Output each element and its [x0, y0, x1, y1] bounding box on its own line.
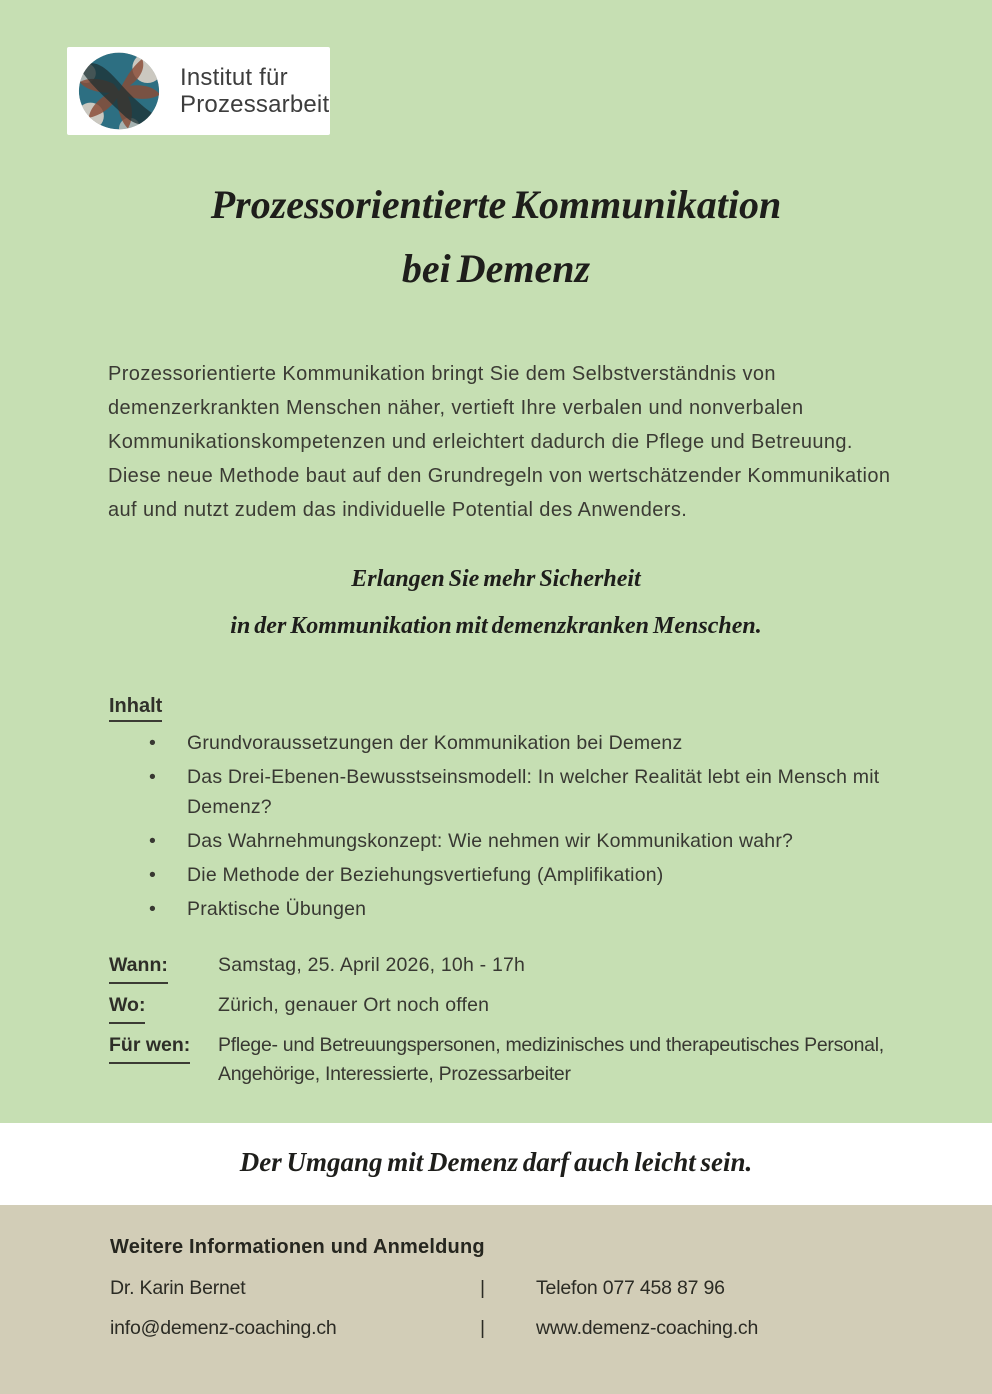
list-item-text: Die Methode der Beziehungsvertiefung (Amplifikation) — [187, 864, 664, 886]
footer-heading: Weitere Informationen und Anmeldung — [110, 1236, 485, 1258]
detail-row-wann — [109, 951, 909, 984]
separator-bar: | — [480, 1277, 486, 1299]
list-item-text: Das Wahrnehmungskonzept: Wie nehmen wir Kommunikation wahr? — [187, 830, 794, 852]
detail-value: Samstag, 25. April 2026, 10h - 17h — [218, 954, 526, 976]
page-title-line-2: bei Demenz — [401, 246, 591, 291]
list-item-text: Praktische Übungen — [187, 898, 367, 920]
detail-label-text: Für wen: — [109, 1031, 190, 1064]
tagline-line-1: Erlangen Sie mehr Sicherheit — [351, 566, 641, 592]
event-details — [109, 951, 909, 1096]
contact-footer — [0, 1205, 992, 1394]
contact-email-link[interactable]: info@demenz-coaching.ch — [110, 1317, 337, 1339]
detail-row-fuer-wen — [109, 1031, 909, 1089]
institut-logo-emblem — [73, 50, 165, 132]
list-item — [141, 894, 901, 924]
logo-line-1: Institut für — [180, 64, 288, 91]
list-item — [141, 826, 901, 856]
detail-label — [109, 991, 218, 1024]
institut-logo — [67, 47, 330, 135]
bullet-icon: • — [149, 864, 157, 886]
bullet-icon: • — [149, 898, 157, 920]
detail-value: Pflege- und Betreuungspersonen, medizinisches und therapeutisches Personal, Angehörige, Interessierte, Prozessarbeiter — [218, 1034, 884, 1085]
institut-logo-text — [180, 64, 329, 118]
detail-value: Zürich, genauer Ort noch offen — [218, 994, 490, 1016]
page-title-line-1: Prozessorientierte Kommunikation — [210, 182, 782, 227]
intro-paragraph: Prozessorientierte Kommunikation bringt Sie dem Selbstverständnis von demenzerkrankten Menschen näher, vertieft Ihre verbalen und nonverbalen Kommunikationskompetenzen und erleichtert dadurch die Pflege und Betreuung. Diese neue Methode baut auf den Grundregeln von wertschätzender Kommunikation auf und nutzt zudem das individuelle Potential des Anwenders. — [108, 363, 891, 521]
tagline-line-2: in der Kommunikation mit demenzkranken Menschen. — [230, 613, 762, 639]
quote-text: Der Umgang mit Demenz darf auch leicht sein. — [239, 1146, 753, 1177]
contact-name: Dr. Karin Bernet — [110, 1277, 246, 1299]
footer-row-contact — [110, 1277, 992, 1300]
quote-band — [0, 1123, 992, 1205]
inhalt-heading-text: Inhalt — [109, 695, 162, 722]
list-item — [141, 860, 901, 890]
contact-phone: Telefon 077 458 87 96 — [536, 1277, 725, 1299]
detail-label-text: Wo: — [109, 991, 145, 1024]
list-item — [141, 762, 901, 822]
list-item — [141, 728, 901, 758]
bullet-icon: • — [149, 766, 157, 788]
detail-label-text: Wann: — [109, 951, 168, 984]
list-item-text: Grundvoraussetzungen der Kommunikation bei Demenz — [187, 732, 683, 754]
contact-website-link[interactable]: www.demenz-coaching.ch — [536, 1317, 759, 1339]
inhalt-list — [141, 728, 901, 928]
detail-row-wo — [109, 991, 909, 1024]
inhalt-heading — [109, 695, 162, 722]
bullet-icon: • — [149, 732, 157, 754]
list-item-text: Das Drei-Ebenen-Bewusstseinsmodell: In welcher Realität lebt ein Mensch mit Demenz? — [187, 766, 880, 818]
detail-label — [109, 951, 218, 984]
logo-line-2: Prozessarbeit — [180, 91, 330, 118]
footer-row-links — [110, 1317, 992, 1340]
bullet-icon: • — [149, 830, 157, 852]
detail-label — [109, 1031, 218, 1089]
separator-bar: | — [480, 1317, 486, 1339]
